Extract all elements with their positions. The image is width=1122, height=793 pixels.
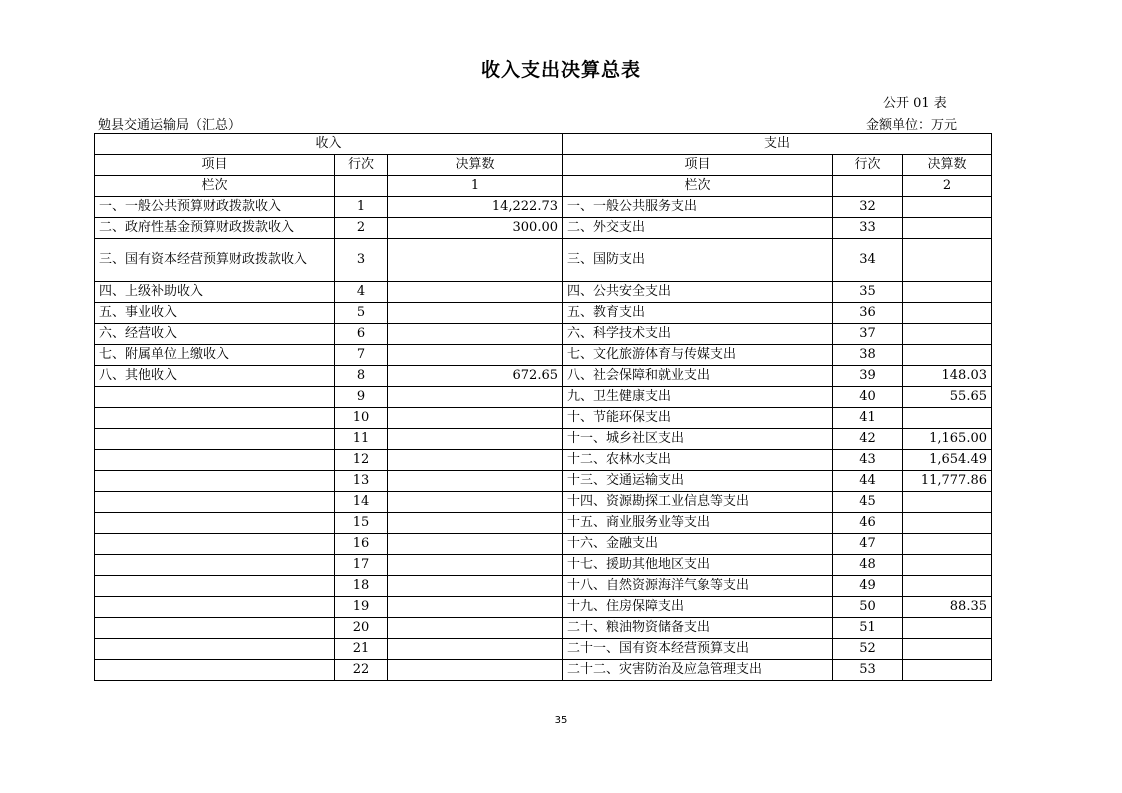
income-col-label: 栏次 bbox=[95, 176, 335, 197]
income-amount-cell bbox=[388, 471, 563, 492]
income-amount-cell bbox=[388, 597, 563, 618]
income-line-cell: 12 bbox=[335, 450, 388, 471]
expense-line-cell: 51 bbox=[833, 618, 903, 639]
income-item-cell bbox=[95, 597, 335, 618]
expense-item-cell: 二十二、灾害防治及应急管理支出 bbox=[563, 660, 833, 681]
income-item-header: 项目 bbox=[95, 155, 335, 176]
page-number: 35 bbox=[554, 715, 568, 726]
page-title: 收入支出决算总表 bbox=[480, 59, 641, 81]
expense-line-header: 行次 bbox=[833, 155, 903, 176]
table-row bbox=[95, 282, 992, 303]
income-item-cell bbox=[95, 576, 335, 597]
expense-amount-cell bbox=[903, 282, 992, 303]
table-row bbox=[95, 197, 992, 218]
income-item-cell bbox=[95, 534, 335, 555]
organization-name: 勉县交通运输局（汇总） bbox=[98, 118, 242, 133]
table-row bbox=[95, 345, 992, 366]
expense-item-cell: 十二、农林水支出 bbox=[563, 450, 833, 471]
income-line-cell: 3 bbox=[335, 239, 388, 282]
income-col-line-blank bbox=[335, 176, 388, 197]
expense-amount-cell: 1,654.49 bbox=[903, 450, 992, 471]
expense-line-cell: 38 bbox=[833, 345, 903, 366]
amount-unit: 金额单位：万元 bbox=[866, 118, 958, 133]
expense-line-cell: 52 bbox=[833, 639, 903, 660]
income-line-cell: 22 bbox=[335, 660, 388, 681]
income-item-cell: 一、一般公共预算财政拨款收入 bbox=[95, 197, 335, 218]
expense-item-cell: 五、教育支出 bbox=[563, 303, 833, 324]
expense-amount-cell bbox=[903, 555, 992, 576]
expense-item-cell: 一、一般公共服务支出 bbox=[563, 197, 833, 218]
expense-amount-header: 决算数 bbox=[903, 155, 992, 176]
expense-item-cell: 八、社会保障和就业支出 bbox=[563, 366, 833, 387]
expense-line-cell: 33 bbox=[833, 218, 903, 239]
income-amount-cell bbox=[388, 345, 563, 366]
table-row bbox=[95, 366, 992, 387]
expense-item-cell: 十六、金融支出 bbox=[563, 534, 833, 555]
expense-amount-cell bbox=[903, 660, 992, 681]
expense-item-cell: 六、科学技术支出 bbox=[563, 324, 833, 345]
expense-line-cell: 37 bbox=[833, 324, 903, 345]
income-line-cell: 19 bbox=[335, 597, 388, 618]
expense-amount-cell bbox=[903, 576, 992, 597]
income-section-header: 收入 bbox=[95, 134, 563, 155]
expense-item-header: 项目 bbox=[563, 155, 833, 176]
income-amount-cell: 14,222.73 bbox=[388, 197, 563, 218]
income-amount-cell bbox=[388, 303, 563, 324]
expense-line-cell: 39 bbox=[833, 366, 903, 387]
expense-amount-cell bbox=[903, 303, 992, 324]
table-row bbox=[95, 513, 992, 534]
income-item-cell bbox=[95, 660, 335, 681]
income-line-header: 行次 bbox=[335, 155, 388, 176]
income-line-cell: 7 bbox=[335, 345, 388, 366]
table-row bbox=[95, 555, 992, 576]
income-line-cell: 14 bbox=[335, 492, 388, 513]
income-item-cell bbox=[95, 387, 335, 408]
income-amount-cell bbox=[388, 555, 563, 576]
table-row bbox=[95, 324, 992, 345]
expense-amount-cell bbox=[903, 618, 992, 639]
income-line-cell: 1 bbox=[335, 197, 388, 218]
income-item-cell: 七、附属单位上缴收入 bbox=[95, 345, 335, 366]
income-item-cell bbox=[95, 408, 335, 429]
expense-item-cell: 三、国防支出 bbox=[563, 239, 833, 282]
expense-item-cell: 十四、资源勘探工业信息等支出 bbox=[563, 492, 833, 513]
income-line-cell: 16 bbox=[335, 534, 388, 555]
income-item-cell: 八、其他收入 bbox=[95, 366, 335, 387]
income-amount-cell bbox=[388, 429, 563, 450]
expense-line-cell: 44 bbox=[833, 471, 903, 492]
expense-col-number: 2 bbox=[903, 176, 992, 197]
income-item-cell: 五、事业收入 bbox=[95, 303, 335, 324]
expense-amount-cell bbox=[903, 239, 992, 282]
expense-item-cell: 十三、交通运输支出 bbox=[563, 471, 833, 492]
expense-amount-cell: 11,777.86 bbox=[903, 471, 992, 492]
income-item-cell: 三、国有资本经营预算财政拨款收入 bbox=[95, 239, 335, 282]
expense-col-line-blank bbox=[833, 176, 903, 197]
table-row bbox=[95, 429, 992, 450]
expense-amount-cell bbox=[903, 197, 992, 218]
expense-line-cell: 49 bbox=[833, 576, 903, 597]
expense-amount-cell bbox=[903, 492, 992, 513]
expense-line-cell: 48 bbox=[833, 555, 903, 576]
income-item-cell bbox=[95, 555, 335, 576]
income-amount-cell: 672.65 bbox=[388, 366, 563, 387]
expense-item-cell: 二十、粮油物资储备支出 bbox=[563, 618, 833, 639]
income-line-cell: 13 bbox=[335, 471, 388, 492]
expense-line-cell: 47 bbox=[833, 534, 903, 555]
expense-col-label: 栏次 bbox=[563, 176, 833, 197]
expense-amount-cell bbox=[903, 218, 992, 239]
expense-amount-cell bbox=[903, 534, 992, 555]
expense-item-cell: 十七、援助其他地区支出 bbox=[563, 555, 833, 576]
income-line-cell: 6 bbox=[335, 324, 388, 345]
income-amount-cell bbox=[388, 387, 563, 408]
expense-line-cell: 40 bbox=[833, 387, 903, 408]
expense-item-cell: 十九、住房保障支出 bbox=[563, 597, 833, 618]
expense-item-cell: 九、卫生健康支出 bbox=[563, 387, 833, 408]
expense-item-cell: 十一、城乡社区支出 bbox=[563, 429, 833, 450]
income-line-cell: 11 bbox=[335, 429, 388, 450]
expense-line-cell: 36 bbox=[833, 303, 903, 324]
income-amount-cell bbox=[388, 408, 563, 429]
expense-line-cell: 35 bbox=[833, 282, 903, 303]
expense-item-cell: 七、文化旅游体育与传媒支出 bbox=[563, 345, 833, 366]
expense-amount-cell: 1,165.00 bbox=[903, 429, 992, 450]
income-amount-cell bbox=[388, 639, 563, 660]
income-line-cell: 17 bbox=[335, 555, 388, 576]
section-header-row bbox=[95, 134, 992, 155]
income-amount-cell bbox=[388, 513, 563, 534]
expense-line-cell: 32 bbox=[833, 197, 903, 218]
table-row bbox=[95, 471, 992, 492]
income-expense-table bbox=[94, 133, 992, 681]
expense-section-header: 支出 bbox=[563, 134, 992, 155]
table-row bbox=[95, 303, 992, 324]
expense-line-cell: 34 bbox=[833, 239, 903, 282]
income-amount-cell bbox=[388, 576, 563, 597]
table-row bbox=[95, 576, 992, 597]
income-line-cell: 20 bbox=[335, 618, 388, 639]
income-col-number: 1 bbox=[388, 176, 563, 197]
table-row bbox=[95, 618, 992, 639]
income-amount-cell bbox=[388, 450, 563, 471]
table-row bbox=[95, 387, 992, 408]
table-row bbox=[95, 597, 992, 618]
income-line-cell: 4 bbox=[335, 282, 388, 303]
table-row bbox=[95, 218, 992, 239]
expense-amount-cell bbox=[903, 513, 992, 534]
income-item-cell bbox=[95, 618, 335, 639]
expense-amount-cell bbox=[903, 324, 992, 345]
table-row bbox=[95, 639, 992, 660]
income-amount-cell bbox=[388, 660, 563, 681]
expense-line-cell: 50 bbox=[833, 597, 903, 618]
income-line-cell: 10 bbox=[335, 408, 388, 429]
income-item-cell bbox=[95, 513, 335, 534]
income-item-cell bbox=[95, 450, 335, 471]
income-line-cell: 8 bbox=[335, 366, 388, 387]
expense-line-cell: 45 bbox=[833, 492, 903, 513]
table-row bbox=[95, 408, 992, 429]
expense-line-cell: 46 bbox=[833, 513, 903, 534]
expense-item-cell: 二十一、国有资本经营预算支出 bbox=[563, 639, 833, 660]
expense-amount-cell: 148.03 bbox=[903, 366, 992, 387]
income-item-cell: 六、经营收入 bbox=[95, 324, 335, 345]
expense-amount-cell: 55.65 bbox=[903, 387, 992, 408]
expense-line-cell: 42 bbox=[833, 429, 903, 450]
income-amount-cell: 300.00 bbox=[388, 218, 563, 239]
expense-item-cell: 十、节能环保支出 bbox=[563, 408, 833, 429]
expense-item-cell: 二、外交支出 bbox=[563, 218, 833, 239]
income-amount-cell bbox=[388, 618, 563, 639]
table-row bbox=[95, 492, 992, 513]
expense-line-cell: 41 bbox=[833, 408, 903, 429]
expense-item-cell: 十八、自然资源海洋气象等支出 bbox=[563, 576, 833, 597]
income-item-cell bbox=[95, 429, 335, 450]
income-amount-cell bbox=[388, 324, 563, 345]
income-line-cell: 9 bbox=[335, 387, 388, 408]
income-amount-cell bbox=[388, 534, 563, 555]
income-amount-cell bbox=[388, 239, 563, 282]
column-header-row bbox=[95, 155, 992, 176]
table-row bbox=[95, 660, 992, 681]
expense-amount-cell: 88.35 bbox=[903, 597, 992, 618]
income-item-cell bbox=[95, 492, 335, 513]
table-row bbox=[95, 450, 992, 471]
income-line-cell: 21 bbox=[335, 639, 388, 660]
expense-line-cell: 43 bbox=[833, 450, 903, 471]
table-row bbox=[95, 534, 992, 555]
income-amount-cell bbox=[388, 282, 563, 303]
income-line-cell: 5 bbox=[335, 303, 388, 324]
form-number: 公开 01 表 bbox=[883, 96, 947, 111]
income-amount-cell bbox=[388, 492, 563, 513]
expense-amount-cell bbox=[903, 408, 992, 429]
expense-amount-cell bbox=[903, 639, 992, 660]
income-item-cell bbox=[95, 471, 335, 492]
expense-line-cell: 53 bbox=[833, 660, 903, 681]
expense-item-cell: 四、公共安全支出 bbox=[563, 282, 833, 303]
income-item-cell: 四、上级补助收入 bbox=[95, 282, 335, 303]
column-index-row bbox=[95, 176, 992, 197]
income-line-cell: 18 bbox=[335, 576, 388, 597]
income-line-cell: 2 bbox=[335, 218, 388, 239]
income-amount-header: 决算数 bbox=[388, 155, 563, 176]
table-row bbox=[95, 239, 992, 282]
income-item-cell: 二、政府性基金预算财政拨款收入 bbox=[95, 218, 335, 239]
income-item-cell bbox=[95, 639, 335, 660]
income-line-cell: 15 bbox=[335, 513, 388, 534]
expense-item-cell: 十五、商业服务业等支出 bbox=[563, 513, 833, 534]
expense-amount-cell bbox=[903, 345, 992, 366]
